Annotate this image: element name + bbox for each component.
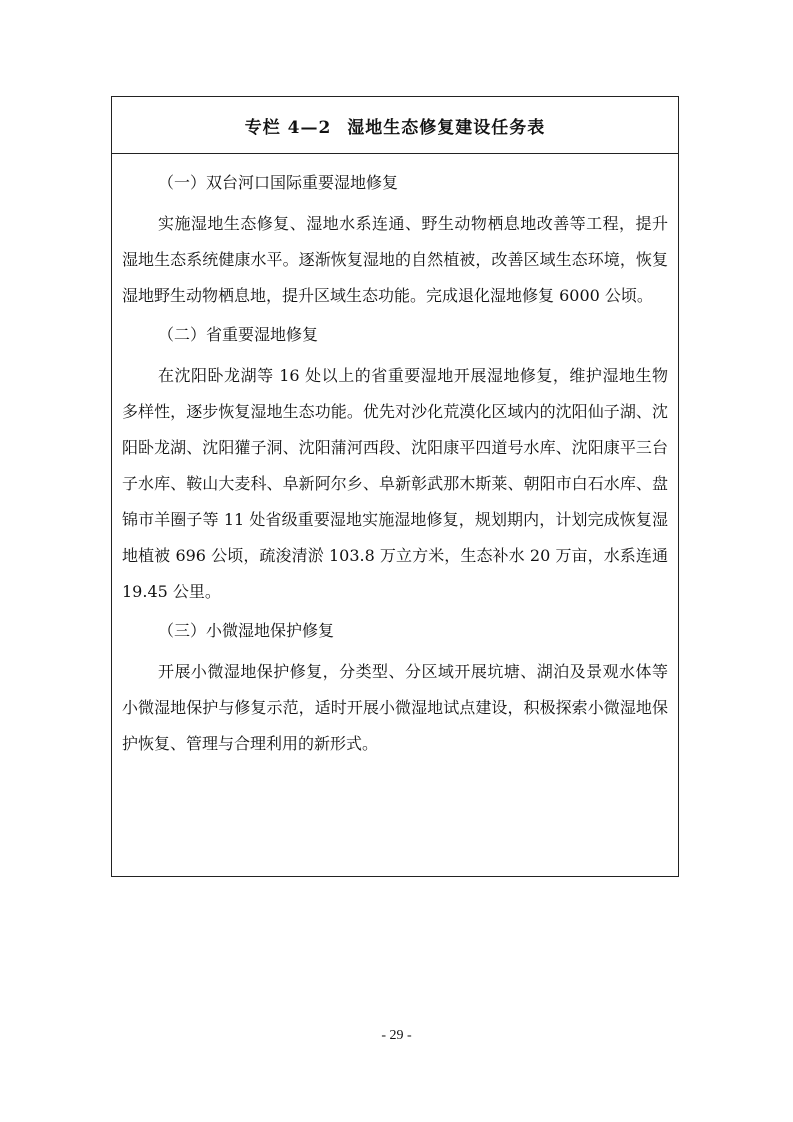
- table-title-prefix: 专栏 4—2: [244, 117, 332, 138]
- section-heading-2: （二）省重要湿地修复: [158, 325, 319, 344]
- section-heading-1: （一）双台河口国际重要湿地修复: [158, 173, 399, 192]
- table-title-main: 湿地生态修复建设任务表: [347, 117, 546, 138]
- section-body-2: 在沈阳卧龙湖等 16 处以上的省重要湿地开展湿地修复，维护湿地生物多样性，逐步恢复湿地生态功能。优先对沙化荒漠化区域内的沈阳仙子湖、沈阳卧龙湖、沈阳獾子洞、沈阳蒲河西段、沈阳康平四道号水库、沈阳康平三台子水库、鞍山大麦科、阜新阿尔乡、阜新彰武那木斯莱、朝阳市白石水库、盘锦市羊圈子等 11 处省级重要湿地实施湿地修复，规划期内，计划完成恢复湿地植被 696 公顷，疏浚清淤 103.8 万立方米，生态补水 20 万亩，水系连通 19.45 公里。: [122, 366, 668, 601]
- table-title: [112, 97, 678, 154]
- section-body-3: 开展小微湿地保护修复，分类型、分区域开展坑塘、湖泊及景观水体等小微湿地保护与修复示范，适时开展小微湿地试点建设，积极探索小微湿地保护恢复、管理与合理利用的新形式。: [122, 662, 668, 753]
- section-body-1: 实施湿地生态修复、湿地水系连通、野生动物栖息地改善等工程，提升湿地生态系统健康水平。逐渐恢复湿地的自然植被，改善区域生态环境，恢复湿地野生动物栖息地，提升区域生态功能。完成退化湿地修复 6000 公顷。: [122, 214, 668, 305]
- table-content: [112, 154, 678, 762]
- section-heading-3: （三）小微湿地保护修复: [158, 621, 335, 640]
- page-number: - 29 -: [381, 1028, 412, 1043]
- task-table-box: [111, 96, 679, 877]
